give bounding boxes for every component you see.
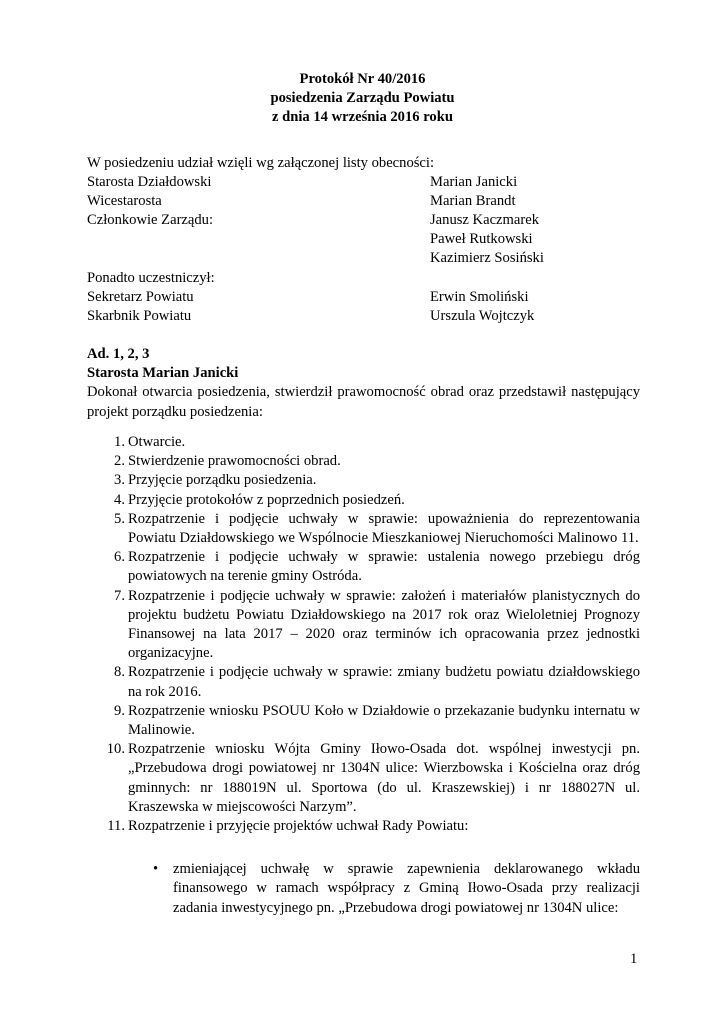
attendee-name: Janusz Kaczmarek xyxy=(430,212,539,228)
agenda-text: Rozpatrzenie i podjęcie uchwały w sprawie: ustalenia nowego przebiegu dróg powiatowych na terenie gminy Ostróda. xyxy=(128,549,640,585)
agenda-item xyxy=(87,702,640,740)
agenda-text: Rozpatrzenie wniosku PSOUU Koło w Działdowie o przekazanie budynku internatu w Malinowie. xyxy=(128,702,640,739)
attendee-role: Sekretarz Powiatu xyxy=(87,289,194,305)
agenda-number: 8. xyxy=(114,664,125,681)
attendee-name: Urszula Wojtczyk xyxy=(430,308,535,324)
sub-list xyxy=(151,860,640,918)
attendance-intro: W posiedzeniu udział wzięli wg załączonej listy obecności: xyxy=(87,155,435,171)
agenda-number: 7. xyxy=(114,587,125,604)
agenda-number: 3. xyxy=(114,472,125,489)
agenda-number: 4. xyxy=(114,491,125,508)
agenda-item xyxy=(87,587,640,664)
bullet-icon: • xyxy=(153,861,159,877)
agenda-item xyxy=(87,452,640,471)
sub-list-text: zmieniającej uchwałę w sprawie zapewnienia deklarowanego wkładu finansowego w ramach współpracy z Gminą Iłowo-Osada przy realizacji zadania inwestycyjnego pn. „Przebudowa drogi powiatowej nr 1304N ulice: xyxy=(173,861,640,916)
agenda-text: Rozpatrzenie i podjęcie uchwały w sprawie: założeń i materiałów planistycznych do projektu budżetu Powiatu Działdowskiego na 2017 rok oraz Wieloletniej Prognozy Finansowej na lata 2017 – 2020 oraz terminów ich opracowania przez jednostki organizacyjne. xyxy=(128,587,640,662)
agenda-number: 6. xyxy=(114,549,125,566)
speaker-name: Starosta Marian Janicki xyxy=(87,365,239,381)
agenda-item xyxy=(87,433,640,452)
agenda-item xyxy=(87,663,640,701)
section-heading: Ad. 1, 2, 3 xyxy=(87,346,150,362)
agenda-text: Rozpatrzenie i przyjęcie projektów uchwał Rady Powiatu: xyxy=(128,818,469,835)
agenda-number: 9. xyxy=(114,702,125,719)
agenda-text: Rozpatrzenie wniosku Wójta Gminy Iłowo-Osada dot. wspólnej inwestycji pn. „Przebudowa drogi powiatowej nr 1304N ulice: Wierzbowska i Kościelna oraz dróg gminnych: nr 188019N ul. Sportowa (do ul. Kraszewskiej) i nr 188027N ul. Kraszewska w miejscowości Narzym”. xyxy=(128,741,640,815)
agenda-number: 10. xyxy=(106,741,125,758)
agenda-number: 1. xyxy=(114,434,125,450)
agenda-text: Otwarcie. xyxy=(128,434,186,450)
agenda-text: Przyjęcie porządku posiedzenia. xyxy=(128,472,317,489)
attendee-role: Wicestarosta xyxy=(87,193,162,209)
attendee-role: Skarbnik Powiatu xyxy=(87,308,192,324)
page-number: 1 xyxy=(630,951,638,967)
agenda-item xyxy=(87,510,640,548)
attendee-role: Starosta Działdowski xyxy=(87,174,212,190)
agenda-number: 5. xyxy=(114,510,125,527)
agenda-item xyxy=(87,817,640,836)
agenda-text: Rozpatrzenie i podjęcie uchwały w sprawie: upoważnienia do reprezentowania Powiatu Działdowskiego we Wspólnocie Mieszkaniowej Nieruchomości Malinowo 11. xyxy=(128,510,640,547)
attendee-name: Kazimierz Sosiński xyxy=(430,250,544,266)
section-text: Dokonał otwarcia posiedzenia, stwierdził prawomocność obrad oraz przedstawił następujący projekt porządku posiedzenia: xyxy=(87,384,640,420)
agenda-text: Stwierdzenie prawomocności obrad. xyxy=(128,453,341,470)
agenda-text: Rozpatrzenie i podjęcie uchwały w sprawie: zmiany budżetu powiatu działdowskiego na rok 2016. xyxy=(128,664,640,700)
attendee-name: Erwin Smoliński xyxy=(430,289,529,305)
agenda-item xyxy=(87,740,640,817)
attendee-role: Członkowie Zarządu: xyxy=(87,212,214,228)
attendee-name: Marian Brandt xyxy=(430,193,516,209)
agenda-list xyxy=(87,433,640,836)
agenda-text: Przyjęcie protokołów z poprzednich posiedzeń. xyxy=(128,491,405,508)
protocol-subtitle: posiedzenia Zarządu Powiatu xyxy=(270,90,455,106)
protocol-date: z dnia 14 września 2016 roku xyxy=(272,109,453,125)
also-present-label: Ponadto uczestniczył: xyxy=(87,270,215,286)
attendee-name: Paweł Rutkowski xyxy=(430,231,533,247)
agenda-number: 2. xyxy=(114,453,125,470)
agenda-item xyxy=(87,491,640,510)
sub-list-item xyxy=(151,860,640,918)
agenda-item xyxy=(87,548,640,586)
attendee-name: Marian Janicki xyxy=(430,174,518,190)
agenda-item xyxy=(87,471,640,490)
protocol-title: Protokół Nr 40/2016 xyxy=(299,71,426,87)
agenda-number: 11. xyxy=(107,818,125,835)
